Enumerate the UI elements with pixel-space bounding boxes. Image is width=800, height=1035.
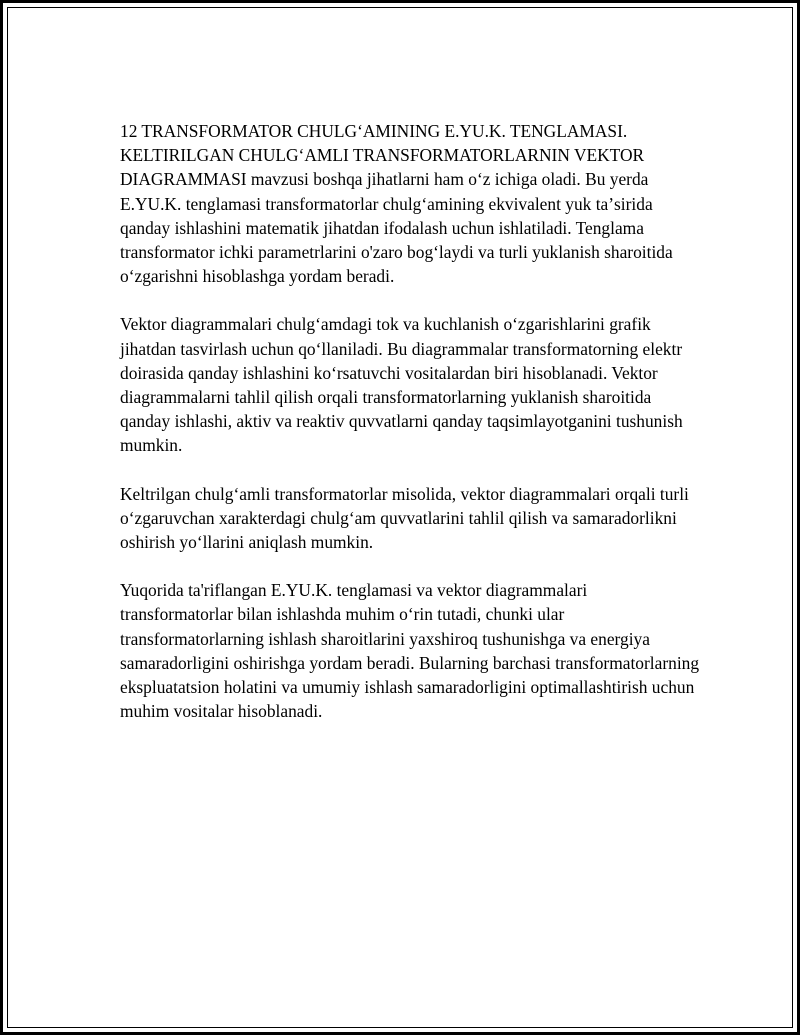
paragraph-reduced-windings: Keltrilgan chulgʻamli transformatorlar misolida, vektor diagrammalari orqali turli oʻzgaruvchan xarakterdagi chulgʻam quvvatlarini tahlil qilish va samaradorlikni oshirish yoʻllarini aniqlash mumkin. <box>120 483 689 553</box>
document-body <box>120 119 700 747</box>
paragraph-conclusion: Yuqorida ta'riflangan E.YU.K. tenglamasi va vektor diagrammalari transformatorlar bilan ishlashda muhim oʻrin tutadi, chunki ular transformatorlarning ishlash sharoitlarini yaxshiroq tushunishga va energiya samaradorligini oshirishga yordam beradi. Bularning barchasi transformatorlarning ekspluatatsion holatini va umumiy ishlash samaradorligini optimallashtirish uchun muhim vositalar hisoblanadi. <box>120 580 700 722</box>
paragraph-title-intro: 12 TRANSFORMATOR CHULGʻAMINING E.YU.K. TENGLAMASI. KELTIRILGAN CHULGʻAMLI TRANSFORMATORLARNIN VEKTOR DIAGRAMMASI mavzusi boshqa jihatlarni ham oʻz ichiga oladi. Bu yerda E.YU.K. tenglamasi transformatorlar chulgʻamining ekvivalent yuk taʼsirida qanday ishlashini matematik jihatdan ifodalash uchun ishlatiladi. Tenglama transformator ichki parametrlarini o'zaro bogʻlaydi va turli yuklanish sharoitida oʻzgarishni hisoblashga yordam beradi. <box>120 121 673 287</box>
paragraph-vector-diagrams: Vektor diagrammalari chulgʻamdagi tok va kuchlanish oʻzgarishlarini grafik jihatdan tasvirlash uchun qoʻllaniladi. Bu diagrammalar transformatorning elektr doirasida qanday ishlashini koʻrsatuvchi vositalardan biri hisoblanadi. Vektor diagrammalarni tahlil qilish orqali transformatorlarning yuklanish sharoitida qanday ishlashi, aktiv va reaktiv quvvatlarni qanday taqsimlayotganini tushunish mumkin. <box>120 314 683 456</box>
